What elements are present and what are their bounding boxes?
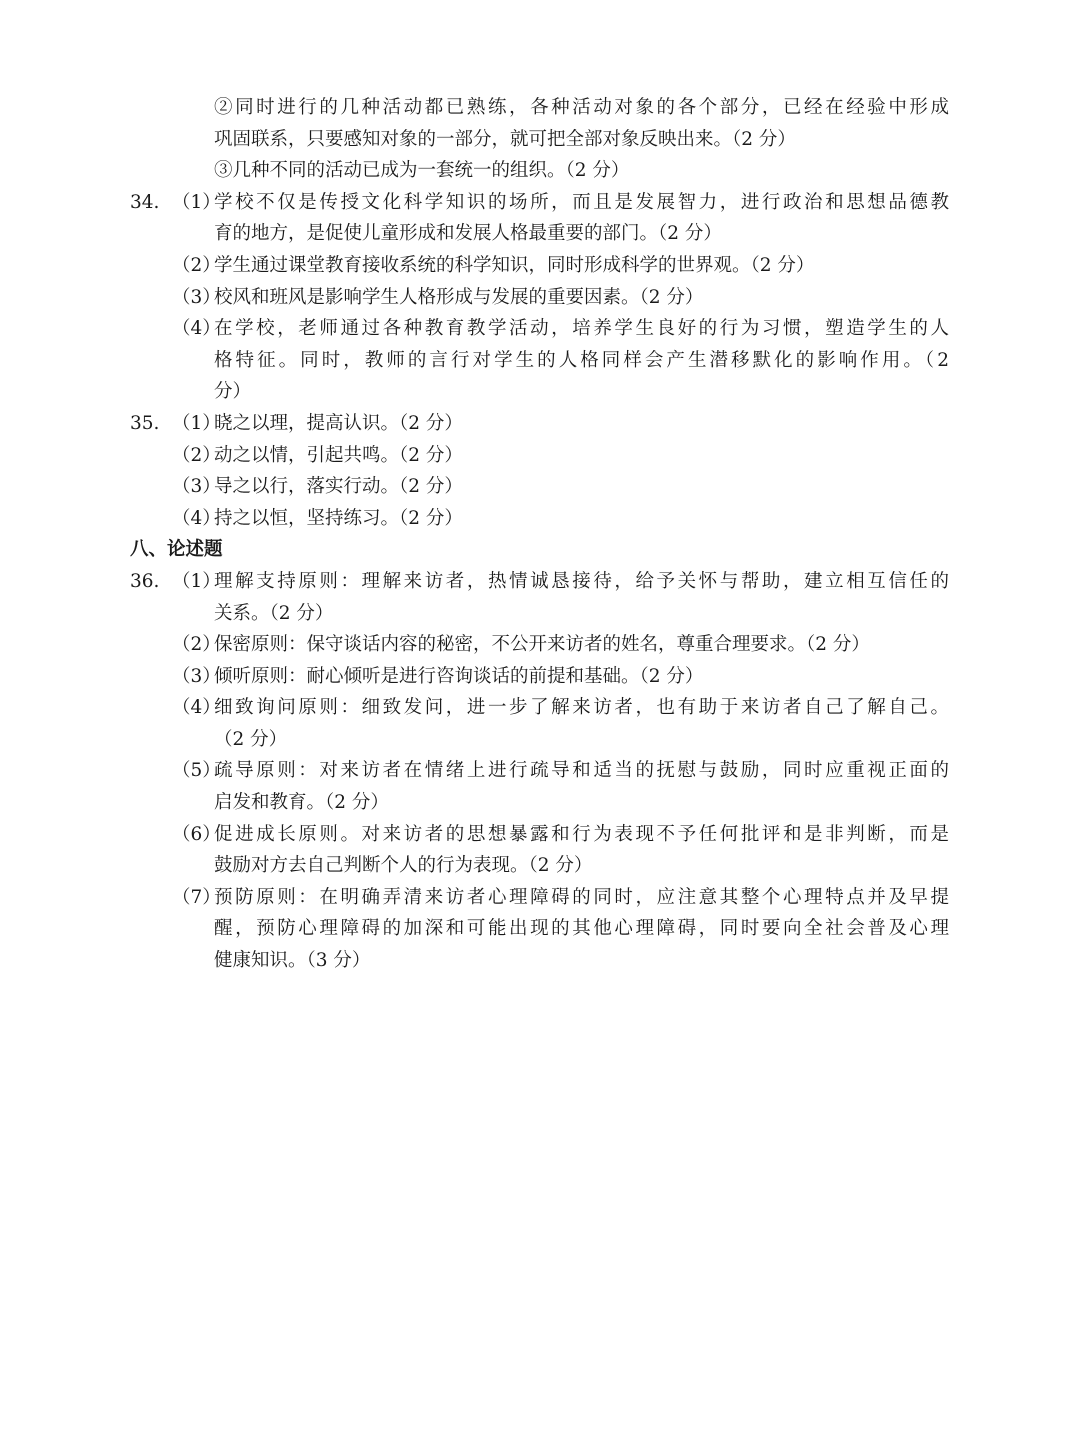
section-heading: 八、论述题: [130, 539, 223, 561]
question-number: 34.: [130, 191, 160, 213]
answer-text: 学生通过课堂教育接收系统的科学知识，同时形成科学的世界观。（2 分）: [214, 254, 815, 276]
answer-text: 理解支持原则：理解来访者，热情诚恳接待，给予关怀与帮助，建立相互信任的: [214, 570, 949, 592]
answer-text: 鼓励对方去自己判断个人的行为表现。（2 分）: [214, 855, 593, 877]
sub-point-number: （1）: [172, 570, 221, 592]
sub-point-number: （5）: [172, 760, 221, 782]
answer-text: 校风和班风是影响学生人格形成与发展的重要因素。（2 分）: [214, 286, 704, 308]
answer-line: [0, 882, 1080, 914]
answer-line: [0, 913, 1080, 945]
answer-line: [0, 155, 1080, 187]
answer-text: 晓之以理，提高认识。（2 分）: [214, 412, 463, 434]
sub-point-number: （3）: [172, 286, 221, 308]
sub-point-number: （1）: [172, 412, 221, 434]
answer-line: [0, 566, 1080, 598]
answer-text: ②同时进行的几种活动都已熟练，各种活动对象的各个部分，已经在经验中形成: [214, 97, 949, 118]
answer-text: 巩固联系，只要感知对象的一部分，就可把全部对象反映出来。（2 分）: [214, 128, 796, 150]
answer-line: [0, 376, 1080, 408]
answer-line: [0, 629, 1080, 661]
sub-point-number: （7）: [172, 886, 221, 908]
answer-line: [0, 92, 1080, 124]
answer-line: [0, 282, 1080, 314]
answer-text: 导之以行，落实行动。（2 分）: [214, 476, 463, 498]
sub-point-number: （2）: [172, 444, 221, 466]
answer-text: 保密原则：保守谈话内容的秘密，不公开来访者的姓名，尊重合理要求。（2 分）: [214, 634, 870, 656]
sub-point-number: （4）: [172, 697, 221, 719]
sub-point-number: （3）: [172, 665, 221, 687]
answer-line: [0, 408, 1080, 440]
answer-line: [0, 850, 1080, 882]
answer-text: 关系。（2 分）: [214, 602, 334, 624]
answer-text: 格特征。同时，教师的言行对学生的人格同样会产生潜移默化的影响作用。（2: [214, 349, 949, 371]
sub-point-number: （4）: [172, 507, 221, 529]
answer-text: 促进成长原则。对来访者的思想暴露和行为表现不予任何批评和是非判断，而是: [214, 823, 949, 845]
sub-point-number: （1）: [172, 191, 221, 213]
question-number: 35.: [130, 412, 160, 434]
answer-text: 倾听原则：耐心倾听是进行咨询谈话的前提和基础。（2 分）: [214, 665, 704, 687]
answer-text: 分）: [214, 381, 252, 403]
answer-line: [0, 661, 1080, 693]
answer-text: ③几种不同的活动已成为一套统一的组织。（2 分）: [214, 160, 630, 182]
answer-text: 醒，预防心理障碍的加深和可能出现的其他心理障碍，同时要向全社会普及心理: [214, 918, 949, 940]
answer-line: [0, 503, 1080, 535]
answer-line: [0, 598, 1080, 630]
answer-text: 预防原则：在明确弄清来访者心理障碍的同时，应注意其整个心理特点并及早提: [214, 886, 949, 908]
answer-text: 持之以恒，坚持练习。（2 分）: [214, 507, 463, 529]
answer-line: [0, 471, 1080, 503]
answer-key-page: [0, 92, 1080, 977]
answer-line: [0, 755, 1080, 787]
question-number: 36.: [130, 570, 160, 592]
answer-text: 启发和教育。（2 分）: [214, 792, 389, 814]
section-heading-line: [0, 534, 1080, 566]
answer-text: 育的地方，是促使儿童形成和发展人格最重要的部门。（2 分）: [214, 223, 722, 245]
answer-text: 细致询问原则：细致发问，进一步了解来访者，也有助于来访者自己了解自己。: [214, 697, 949, 719]
answer-line: [0, 187, 1080, 219]
answer-line: [0, 945, 1080, 977]
sub-point-number: （2）: [172, 254, 221, 276]
sub-point-number: （6）: [172, 823, 221, 845]
answer-line: [0, 250, 1080, 282]
answer-line: [0, 787, 1080, 819]
sub-point-number: （2）: [172, 634, 221, 656]
answer-line: [0, 692, 1080, 724]
answer-text: 在学校，老师通过各种教育教学活动，培养学生良好的行为习惯，塑造学生的人: [214, 318, 949, 340]
answer-text: （2 分）: [214, 728, 288, 750]
answer-line: [0, 345, 1080, 377]
answer-line: [0, 724, 1080, 756]
sub-point-number: （3）: [172, 476, 221, 498]
answer-line: [0, 124, 1080, 156]
answer-text: 动之以情，引起共鸣。（2 分）: [214, 444, 463, 466]
sub-point-number: （4）: [172, 318, 221, 340]
answer-text: 学校不仅是传授文化科学知识的场所，而且是发展智力，进行政治和思想品德教: [214, 191, 949, 213]
answer-line: [0, 819, 1080, 851]
answer-line: [0, 440, 1080, 472]
answer-line: [0, 313, 1080, 345]
answer-text: 健康知识。（3 分）: [214, 950, 371, 972]
answer-line: [0, 218, 1080, 250]
answer-text: 疏导原则：对来访者在情绪上进行疏导和适当的抚慰与鼓励，同时应重视正面的: [214, 760, 949, 782]
